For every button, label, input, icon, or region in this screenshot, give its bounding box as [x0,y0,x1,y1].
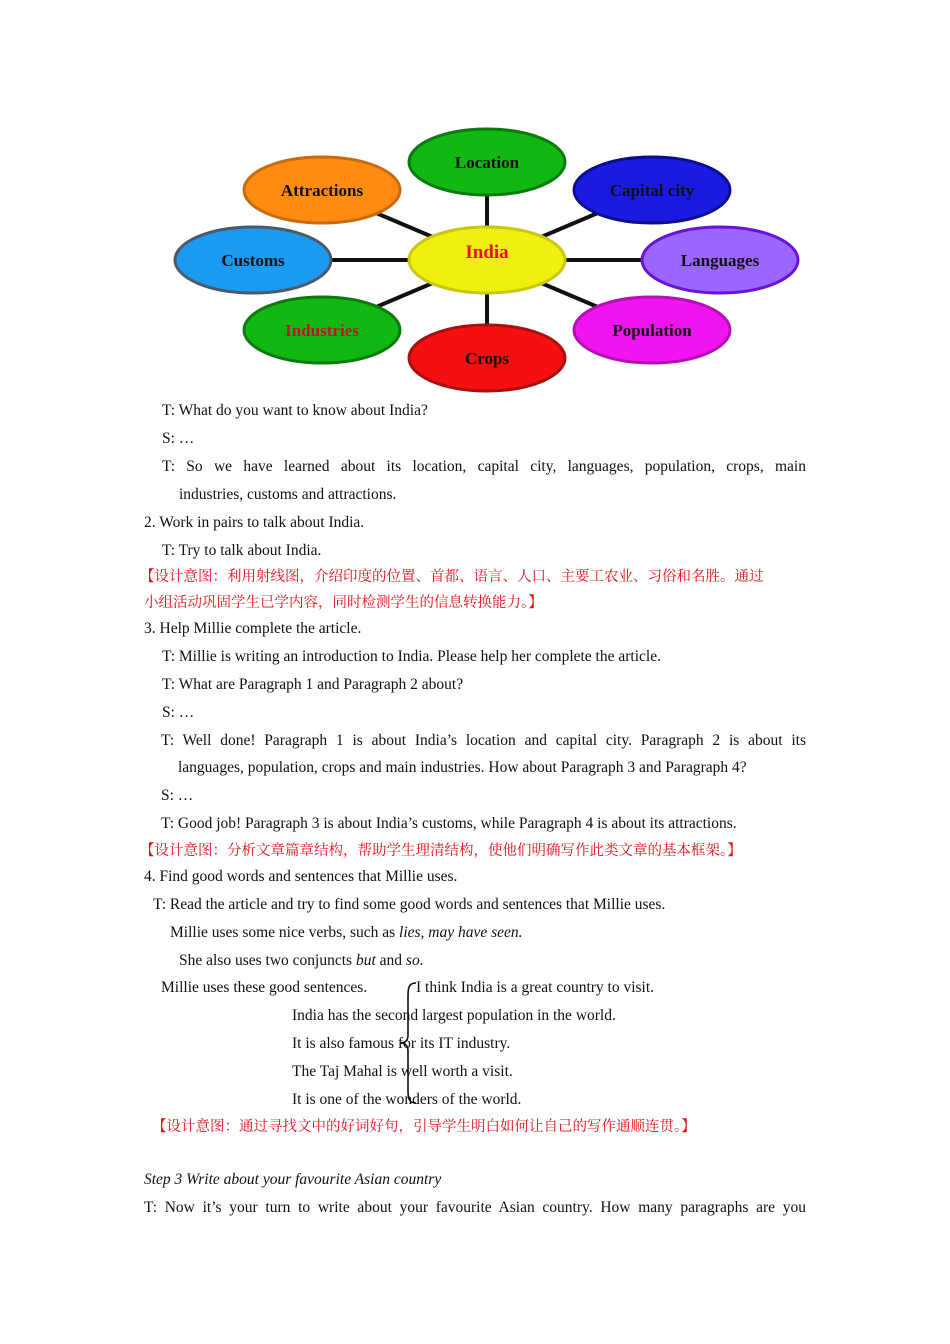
text-line: S: … [161,787,194,804]
text-line: T: What are Paragraph 1 and Paragraph 2 about? [162,676,464,693]
text-line: S: … [162,704,195,721]
text-line: industries, customs and attractions. [179,486,397,503]
step-heading: Step 3 Write about your favourite Asian country [144,1171,442,1188]
design-intent-note: 【设计意图：通过寻找文中的好词好句，引导学生明白如何让自己的写作通顺连贯。】 [152,1119,696,1135]
text-line: Millie uses these good sentences. [161,979,368,996]
node-population-label: Population [612,321,692,340]
section-heading: 2. Work in pairs to talk about India. [144,514,365,531]
text-line: languages, population, crops and main industries. How about Paragraph 3 and Paragraph 4? [178,759,747,776]
text-line: T: Millie is writing an introduction to India. Please help her complete the article. [162,648,661,665]
text-line: T: Try to talk about India. [162,542,322,559]
text-line: T: So we have learned about its location, capital city, languages, population, crops, main [162,458,806,475]
india-spider-diagram [0,0,950,400]
node-india-center [409,227,565,293]
text-line: T: Read the article and try to find some good words and sentences that Millie uses. [153,896,666,913]
node-capital-label: Capital city [609,181,695,200]
node-crops-label: Crops [464,349,510,368]
node-capital-city [574,157,730,223]
good-sentence: I think India is a great country to visit. [416,979,655,996]
text-line: T: What do you want to know about India? [162,402,428,419]
good-sentence: India has the second largest population in the world. [292,1007,616,1024]
node-crops [409,325,565,391]
design-intent-note: 【设计意图：利用射线图，介绍印度的位置、首都、语言、人口、主要工农业、习俗和名胜。通过 [140,569,764,585]
text-line [170,923,523,943]
text-run: Millie uses some nice verbs, such as [170,924,400,941]
italic-word-so: so. [405,952,424,969]
node-india-label: India [465,242,509,263]
node-location [409,129,565,195]
node-attractions-label: Attractions [280,181,364,200]
node-customs-label: Customs [221,251,285,270]
node-industries-label: Industries [285,321,359,340]
text-run: She also uses two conjuncts [179,952,356,969]
text-line: T: Now it’s your turn to write about your favourite Asian country. How many paragraphs are you [144,1199,806,1216]
text-line: T: Good job! Paragraph 3 is about India’s customs, while Paragraph 4 is about its attractions. [161,815,737,832]
italic-words: lies, may have seen. [399,924,523,941]
design-intent-note: 【设计意图：分析文章篇章结构，帮助学生理清结构，使他们明确写作此类文章的基本框架。】 [140,843,742,859]
node-attractions [244,157,400,223]
good-sentence: It is one of the wonders of the world. [292,1091,522,1108]
text-line: S: … [162,430,195,447]
text-line [179,951,424,971]
italic-word-but: but [355,952,376,969]
node-languages-label: Languages [680,251,760,270]
node-industries [244,297,400,363]
section-heading: 3. Help Millie complete the article. [144,620,362,637]
node-languages [642,227,798,293]
design-intent-note: 小组活动巩固学生已学内容，同时检测学生的信息转换能力。】 [144,595,543,611]
node-population [574,297,730,363]
node-customs [175,227,331,293]
node-location-label: Location [454,153,520,172]
text-run: and [375,952,406,969]
good-sentence: The Taj Mahal is well worth a visit. [292,1063,513,1080]
text-line: T: Well done! Paragraph 1 is about India’s location and capital city. Paragraph 2 is about its [161,732,806,749]
section-heading: 4. Find good words and sentences that Millie uses. [144,868,458,885]
good-sentence: It is also famous for its IT industry. [292,1035,511,1052]
